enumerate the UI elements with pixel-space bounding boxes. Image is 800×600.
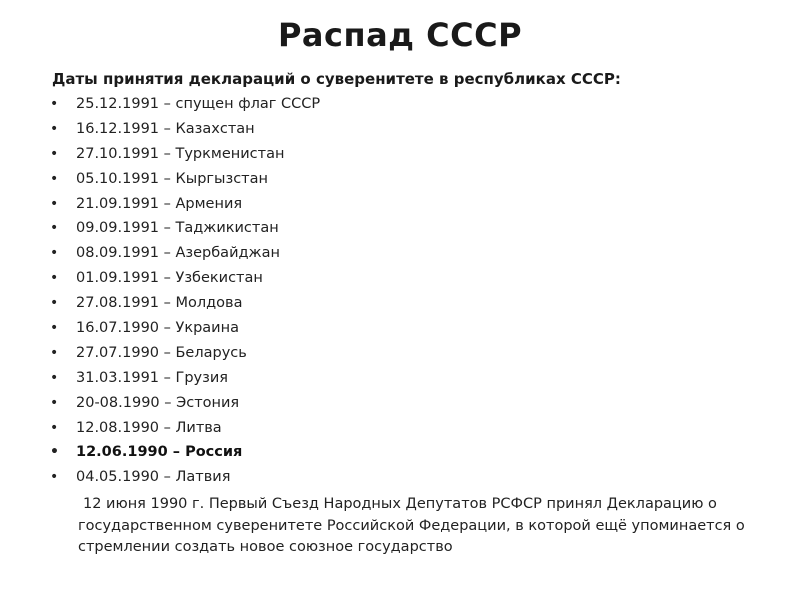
page-title: Распад СССР bbox=[277, 16, 523, 54]
list-item-text: 27.10.1991 – Туркменистан bbox=[76, 145, 285, 162]
declaration-list bbox=[48, 92, 320, 490]
list-item-text: 04.05.1990 – Латвия bbox=[76, 469, 231, 486]
list-item bbox=[48, 192, 320, 217]
list-item bbox=[48, 416, 320, 441]
list-item-text: 12.06.1990 – Россия bbox=[76, 444, 243, 461]
list-item-text: 05.10.1991 – Кыргызстан bbox=[76, 170, 268, 187]
bullet-icon: • bbox=[50, 270, 59, 287]
list-item-text: 01.09.1991 – Узбекистан bbox=[76, 270, 263, 287]
list-item bbox=[48, 117, 320, 142]
list-item-highlighted bbox=[48, 440, 320, 465]
list-item-text: 16.07.1990 – Украина bbox=[76, 320, 239, 337]
list-item bbox=[48, 266, 320, 291]
bullet-icon: • bbox=[50, 245, 59, 262]
list-item bbox=[48, 366, 320, 391]
bullet-icon: • bbox=[50, 369, 59, 386]
bullet-icon: • bbox=[50, 170, 59, 187]
list-item-text: 16.12.1991 – Казахстан bbox=[76, 120, 255, 137]
bullet-icon: • bbox=[50, 394, 59, 411]
list-item bbox=[48, 291, 320, 316]
bullet-icon: • bbox=[50, 344, 59, 361]
list-item bbox=[48, 241, 320, 266]
list-item-text: 08.09.1991 – Азербайджан bbox=[76, 245, 280, 262]
list-item bbox=[48, 391, 320, 416]
bullet-icon: • bbox=[50, 96, 59, 112]
list-item-text: 09.09.1991 – Таджикистан bbox=[76, 220, 279, 237]
list-item-text: 20-08.1990 – Эстония bbox=[76, 394, 240, 411]
bullet-icon: • bbox=[50, 195, 59, 212]
list-item-text: 27.07.1990 – Беларусь bbox=[76, 344, 247, 361]
list-item-text: 31.03.1991 – Грузия bbox=[76, 369, 228, 386]
list-item-text: 21.09.1991 – Армения bbox=[76, 195, 243, 212]
bullet-icon: • bbox=[50, 295, 59, 312]
list-item bbox=[48, 216, 320, 241]
bullet-icon: • bbox=[50, 220, 59, 237]
list-heading: Даты принятия деклараций о суверенитете в республиках СССР: bbox=[52, 70, 621, 88]
bullet-icon: • bbox=[50, 320, 59, 337]
bullet-icon: • bbox=[50, 444, 59, 461]
list-item-text: 27.08.1991 – Молдова bbox=[76, 295, 243, 312]
bullet-icon: • bbox=[50, 120, 59, 137]
list-item bbox=[48, 316, 320, 341]
list-item bbox=[48, 465, 320, 490]
bullet-icon: • bbox=[50, 145, 59, 162]
closing-paragraph: 12 июня 1990 г. Первый Съезд Народных Депутатов РСФСР принял Декларацию о государственном суверенитете Российской Федерации, в которой ещё упоминается о стремлении создать новое союзное государство bbox=[78, 496, 745, 555]
list-item bbox=[48, 167, 320, 192]
list-item bbox=[48, 341, 320, 366]
bullet-icon: • bbox=[50, 419, 59, 436]
list-item bbox=[48, 92, 320, 117]
list-item-text: 12.08.1990 – Литва bbox=[76, 419, 222, 436]
list-item-text: 25.12.1991 – спущен флаг СССР bbox=[76, 96, 321, 112]
bullet-icon: • bbox=[50, 469, 59, 486]
list-item bbox=[48, 142, 320, 167]
